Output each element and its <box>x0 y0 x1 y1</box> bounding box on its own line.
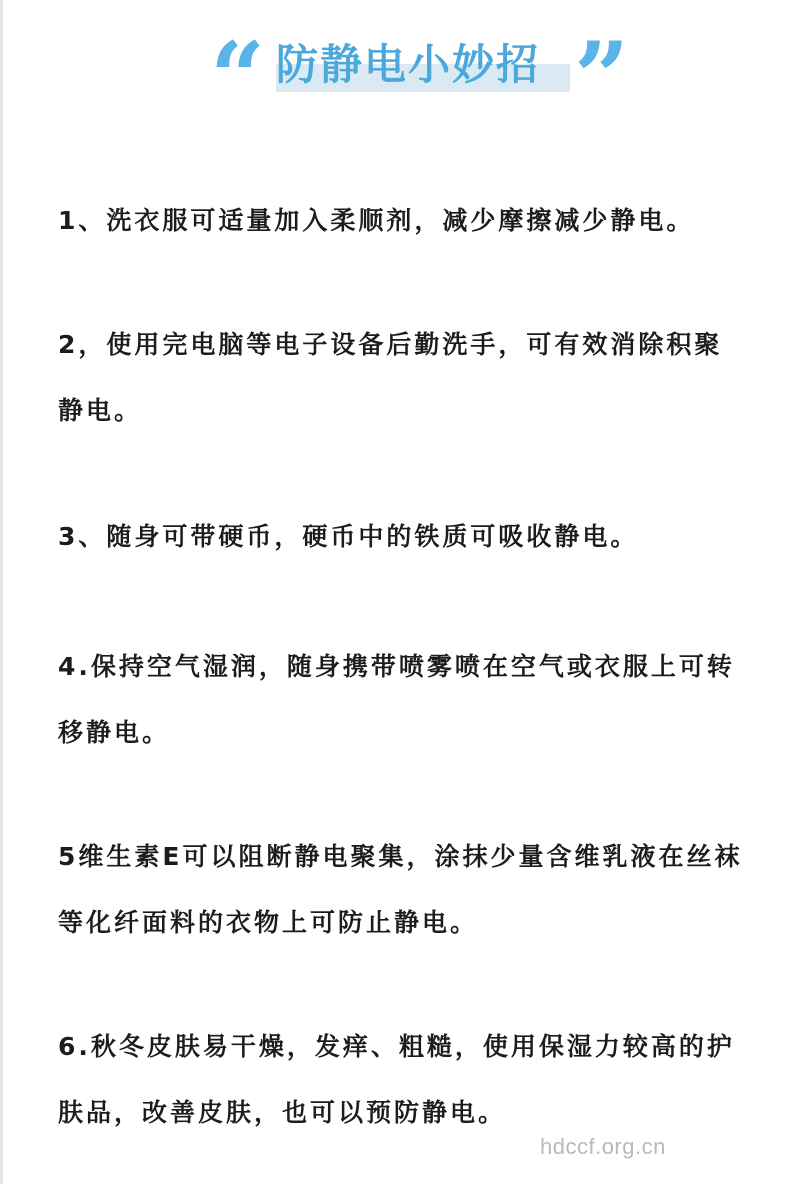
tip-item-2: 2，使用完电脑等电子设备后勤洗手，可有效消除积聚静电。 <box>58 330 723 425</box>
page-header <box>0 21 800 134</box>
tip-item-4: 4.保持空气湿润，随身携带喷雾喷在空气或衣服上可转移静电。 <box>58 652 735 747</box>
close-quote-icon: ” <box>574 21 630 134</box>
left-edge-divider <box>0 0 3 1184</box>
tip-item-1: 1、洗衣服可适量加入柔顺剂，减少摩擦减少静电。 <box>58 206 695 235</box>
watermark: hdccf.org.cn <box>540 1134 666 1159</box>
open-quote-icon: “ <box>210 21 266 134</box>
page-title: 防静电小妙招 <box>276 40 541 89</box>
tip-item-5: 5维生素E可以阻断静电聚集，涂抹少量含维乳液在丝袜等化纤面料的衣物上可防止静电。 <box>58 842 743 937</box>
tip-item-3: 3、随身可带硬币，硬币中的铁质可吸收静电。 <box>58 522 639 551</box>
tip-item-6: 6.秋冬皮肤易干燥，发痒、粗糙，使用保湿力较高的护肤品，改善皮肤，也可以预防静电。 <box>58 1032 735 1127</box>
